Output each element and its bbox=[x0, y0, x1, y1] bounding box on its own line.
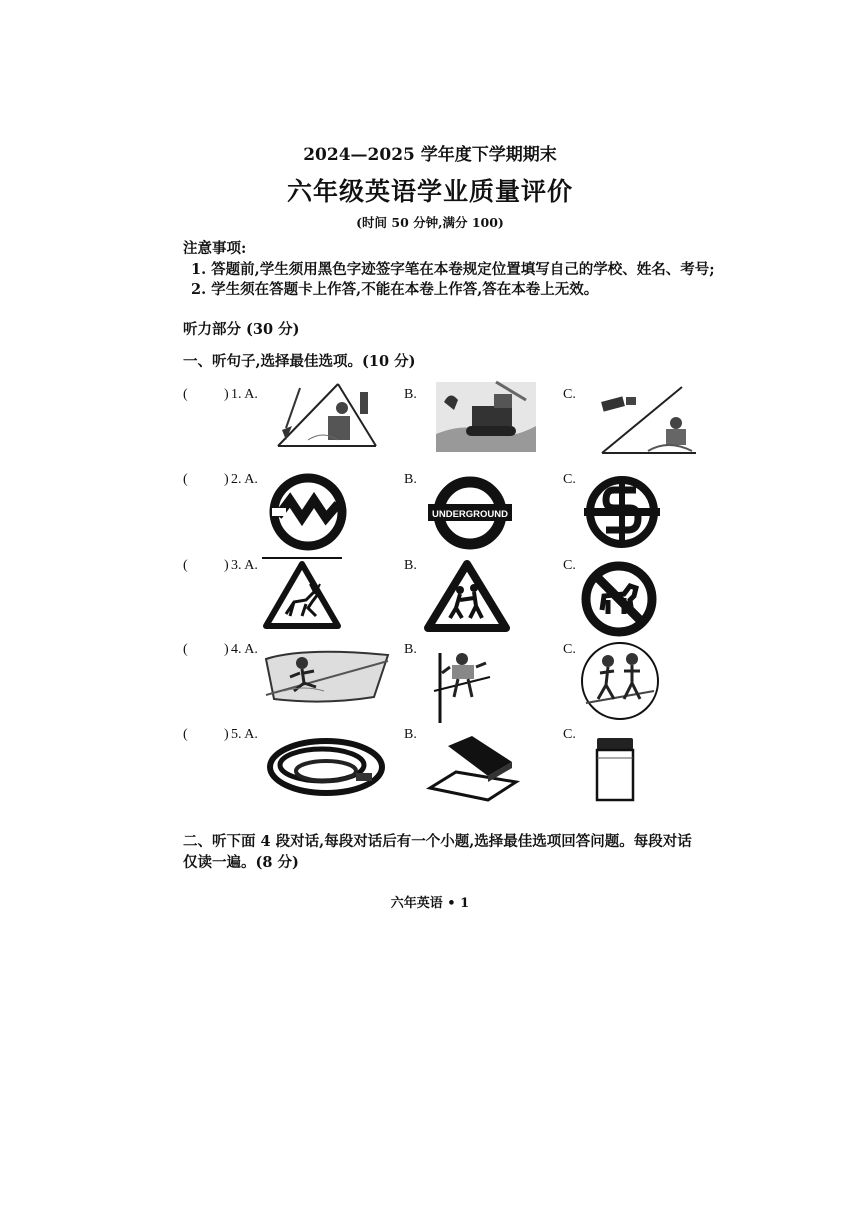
children-crossing-sign-icon bbox=[424, 560, 510, 632]
no-dogs-sign-icon bbox=[580, 560, 658, 638]
underground-logo-icon bbox=[428, 476, 512, 550]
bulldozer-scene-icon bbox=[436, 382, 536, 452]
answer-paren-open: ( bbox=[183, 387, 188, 402]
answer-paren-close: ) bbox=[224, 727, 229, 742]
notes-item-1: 1. 答题前,学生须用黑色字迹签字笔在本卷规定位置填写自己的学校、姓名、考号; bbox=[191, 261, 715, 278]
option-b-label: B. bbox=[404, 642, 417, 657]
option-b-label: B. bbox=[404, 727, 417, 742]
answer-paren-open: ( bbox=[183, 642, 188, 657]
notes-heading: 注意事项: bbox=[183, 240, 247, 257]
answer-paren-close: ) bbox=[224, 642, 229, 657]
part2-line-1: 二、听下面 4 段对话,每段对话后有一个小题,选择最佳选项回答问题。每段对话 bbox=[183, 833, 692, 850]
answer-paren-close: ) bbox=[224, 558, 229, 573]
question-number-option-a: 4. A. bbox=[231, 642, 258, 657]
notes-item-2: 2. 学生须在答题卡上作答,不能在本卷上作答,答在本卷上无效。 bbox=[191, 281, 599, 298]
running-race-icon bbox=[578, 641, 662, 721]
cleaning-scene-icon bbox=[268, 380, 380, 450]
high-jump-icon bbox=[432, 647, 492, 723]
option-c-label: C. bbox=[563, 727, 576, 742]
option-c-label: C. bbox=[563, 642, 576, 657]
jar-icon bbox=[594, 736, 636, 802]
option-c-label: C. bbox=[563, 558, 576, 573]
option-b-label: B. bbox=[404, 558, 417, 573]
option-b-label: B. bbox=[404, 472, 417, 487]
metro-s-logo-icon bbox=[584, 474, 660, 550]
underground-label: UNDERGROUND bbox=[432, 509, 508, 520]
option-c-label: C. bbox=[563, 472, 576, 487]
digging-scene-icon bbox=[598, 385, 698, 457]
exam-main-title: 六年级英语学业质量评价 bbox=[286, 177, 573, 206]
metro-logo-icon bbox=[270, 474, 346, 550]
part2-line-2: 仅读一遍。(8 分) bbox=[183, 854, 299, 871]
answer-paren-close: ) bbox=[224, 387, 229, 402]
option-c-label: C. bbox=[563, 387, 576, 402]
question-number-option-a: 3. A. bbox=[231, 558, 258, 573]
question-number-option-a: 1. A. bbox=[231, 387, 258, 402]
answer-paren-open: ( bbox=[183, 558, 188, 573]
deer-sign-icon bbox=[262, 556, 342, 630]
exam-year-title: 2024—2025 学年度下学期期末 bbox=[303, 145, 557, 165]
option-b-label: B. bbox=[404, 387, 417, 402]
box-icon bbox=[426, 732, 518, 802]
answer-paren-open: ( bbox=[183, 727, 188, 742]
part1-heading: 一、听句子,选择最佳选项。(10 分) bbox=[183, 353, 416, 370]
long-jump-icon bbox=[264, 645, 392, 707]
question-number-option-a: 5. A. bbox=[231, 727, 258, 742]
answer-paren-close: ) bbox=[224, 472, 229, 487]
belt-icon bbox=[266, 733, 386, 799]
answer-paren-open: ( bbox=[183, 472, 188, 487]
question-number-option-a: 2. A. bbox=[231, 472, 258, 487]
section-listening-title: 听力部分 (30 分) bbox=[183, 321, 300, 338]
page-footer: 六年英语 • 1 bbox=[390, 896, 470, 911]
exam-sub-title: (时间 50 分钟,满分 100) bbox=[356, 215, 504, 230]
